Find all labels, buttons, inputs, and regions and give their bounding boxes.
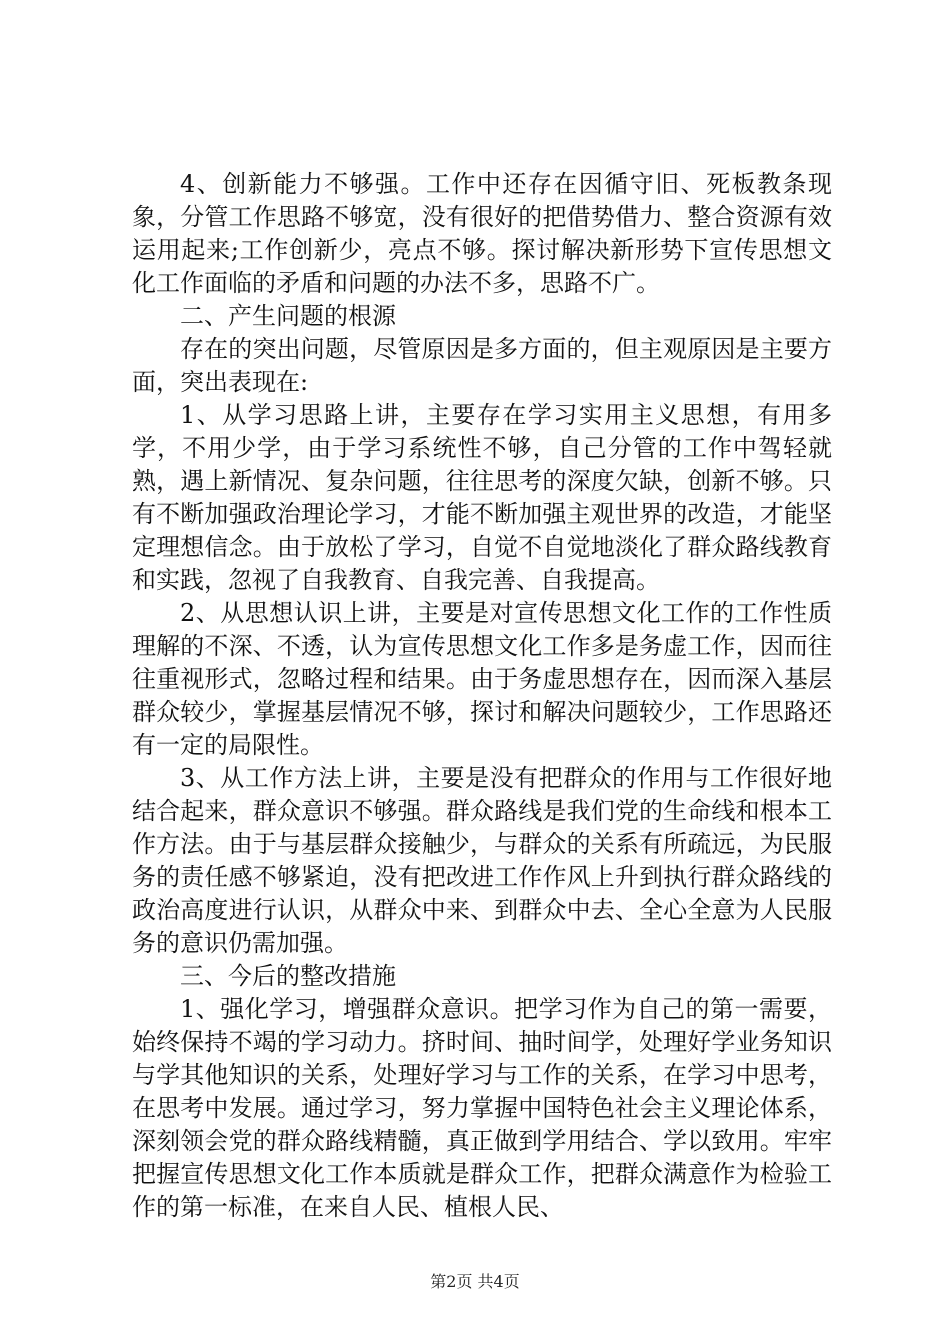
page-footer [0, 1272, 950, 1292]
document-body [132, 168, 832, 1224]
paragraph-innovation-weakness: 4、创新能力不够强。工作中还存在因循守旧、死板教条现象，分管工作思路不够宽，没有很好的把借势借力、整合资源有效运用起来;工作创新少，亮点不够。探讨解决新形势下宣传思想文化工作面临的矛盾和问题的办法不多，思路不广。 [132, 170, 832, 297]
paragraph-working-methods: 3、从工作方法上讲，主要是没有把群众的作用与工作很好地结合起来，群众意识不够强。群众路线是我们党的生命线和根本工作方法。由于与基层群众接触少，与群众的关系有所疏远，为民服务的责任感不够紧迫，没有把改进工作作风上升到执行群众路线的政治高度进行认识，从群众中来、到群众中去、全心全意为人民服务的意识仍需加强。 [132, 764, 832, 957]
paragraph-ideological-understanding: 2、从思想认识上讲，主要是对宣传思想文化工作的工作性质理解的不深、不透，认为宣传思想文化工作多是务虚工作，因而往往重视形式，忽略过程和结果。由于务虚思想存在，因而深入基层群众较少，掌握基层情况不够，探讨和解决问题较少，工作思路还有一定的局限性。 [132, 599, 832, 759]
section-heading-root-causes: 二、产生问题的根源 [180, 302, 396, 330]
section-heading-rectification-measures: 三、今后的整改措施 [180, 962, 396, 990]
paragraph-strengthen-learning: 1、强化学习，增强群众意识。把学习作为自己的第一需要，始终保持不竭的学习动力。挤时间、抽时间学，处理好学业务知识与学其他知识的关系，处理好学习与工作的关系，在学习中思考，在思考中发展。通过学习，努力掌握中国特色社会主义理论体系，深刻领会党的群众路线精髓，真正做到学用结合、学以致用。牢牢把握宣传思想文化工作本质就是群众工作，把群众满意作为检验工作的第一标准，在来自人民、植根人民、 [132, 995, 832, 1221]
page-number-label: 第2页 共4页 [430, 1272, 520, 1291]
paragraph-learning-approach: 1、从学习思路上讲，主要存在学习实用主义思想，有用多学，不用少学，由于学习系统性不够，自己分管的工作中驾轻就熟，遇上新情况、复杂问题，往往思考的深度欠缺，创新不够。只有不断加强政治理论学习，才能不断加强主观世界的改造，才能坚定理想信念。由于放松了学习，自觉不自觉地淡化了群众路线教育和实践，忽视了自我教育、自我完善、自我提高。 [132, 401, 832, 594]
paragraph-root-causes-intro: 存在的突出问题，尽管原因是多方面的，但主观原因是主要方面，突出表现在: [132, 335, 832, 396]
